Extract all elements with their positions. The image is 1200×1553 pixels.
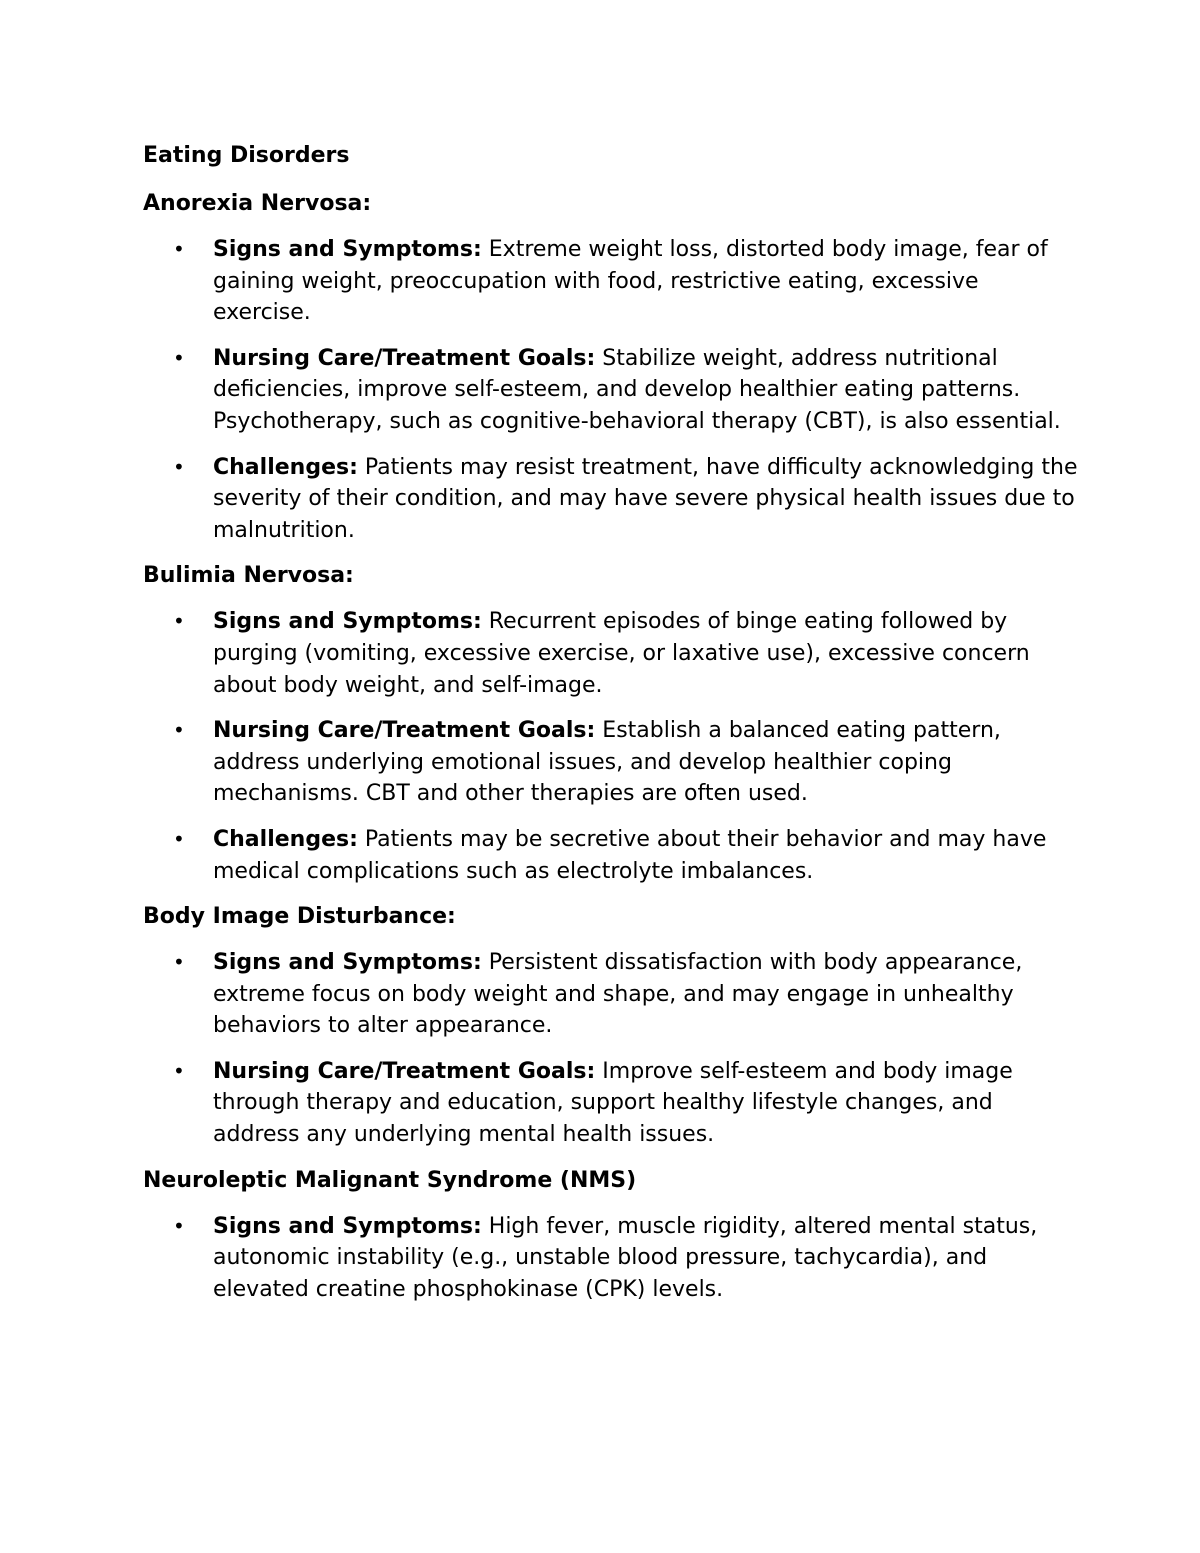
list-item <box>143 1211 1083 1306</box>
list-item <box>143 343 1083 438</box>
item-text: Persistent dissatisfaction with body appearance, extreme focus on body weight and shape, and may engage in unhealthy behaviors to alter appearance. <box>213 950 1023 1039</box>
bullet-icon: • <box>173 718 185 743</box>
bullet-list <box>143 1211 1083 1306</box>
section-heading: Anorexia Nervosa: <box>143 191 372 216</box>
item-text: Establish a balanced eating pattern, address underlying emotional issues, and develop healthier coping mechanisms. CBT and other therapies are often used. <box>213 718 1001 807</box>
document-section <box>143 1165 1083 1306</box>
document-sections <box>143 188 1083 1305</box>
item-label: Nursing Care/Treatment Goals: <box>213 345 596 371</box>
list-item <box>143 234 1083 329</box>
item-text: Improve self-esteem and body image through therapy and education, support healthy lifestyle changes, and address any underlying mental health issues. <box>213 1058 1013 1148</box>
item-label: Signs and Symptoms: <box>213 1213 482 1239</box>
item-label: Nursing Care/Treatment Goals: <box>213 718 596 744</box>
bullet-icon: • <box>173 454 185 479</box>
list-item <box>143 715 1083 810</box>
item-text: Patients may resist treatment, have difficulty acknowledging the severity of their condition, and may have severe physical health issues due to malnutrition. <box>213 454 1078 543</box>
item-label: Challenges: <box>213 454 358 480</box>
bullet-icon: • <box>173 1058 185 1083</box>
list-item <box>143 1056 1083 1151</box>
item-label: Signs and Symptoms: <box>213 609 482 635</box>
list-item <box>143 824 1083 887</box>
document-section <box>143 188 1083 546</box>
list-item <box>143 606 1083 701</box>
item-text: Extreme weight loss, distorted body image, fear of gaining weight, preoccupation with food, restrictive eating, excessive exercise. <box>213 237 1048 326</box>
item-text: High fever, muscle rigidity, altered mental status, autonomic instability (e.g., unstable blood pressure, tachycardia), and elevated creatine phosphokinase (CPK) levels. <box>213 1213 1038 1302</box>
document-page <box>143 140 1083 1319</box>
bullet-icon: • <box>173 826 185 851</box>
item-label: Challenges: <box>213 826 358 852</box>
section-heading: Neuroleptic Malignant Syndrome (NMS) <box>143 1167 637 1193</box>
item-text: Patients may be secretive about their behavior and may have medical complications such as electrolyte imbalances. <box>213 826 1047 884</box>
item-text: Recurrent episodes of binge eating followed by purging (vomiting, excessive exercise, or laxative use), excessive concern about body weight, and self-image. <box>213 609 1030 698</box>
list-item <box>143 947 1083 1042</box>
item-label: Signs and Symptoms: <box>213 950 482 976</box>
document-section <box>143 901 1083 1151</box>
bullet-list <box>143 234 1083 546</box>
bullet-list <box>143 606 1083 887</box>
section-heading: Bulimia Nervosa: <box>143 563 354 589</box>
bullet-icon: • <box>173 1213 185 1238</box>
list-item <box>143 452 1083 547</box>
section-heading: Body Image Disturbance: <box>143 904 456 930</box>
item-label: Nursing Care/Treatment Goals: <box>213 1058 596 1084</box>
bullet-icon: • <box>173 345 185 370</box>
bullet-list <box>143 947 1083 1151</box>
bullet-icon: • <box>173 950 185 975</box>
bullet-icon: • <box>173 237 185 261</box>
document-section <box>143 560 1083 887</box>
item-text: Stabilize weight, address nutritional deficiencies, improve self-esteem, and develop healthier eating patterns. Psychotherapy, such as cognitive-behavioral therapy (CBT), is also essential. <box>213 345 1061 434</box>
item-label: Signs and Symptoms: <box>213 237 482 262</box>
bullet-icon: • <box>173 609 185 634</box>
document-title: Eating Disorders <box>143 143 350 168</box>
